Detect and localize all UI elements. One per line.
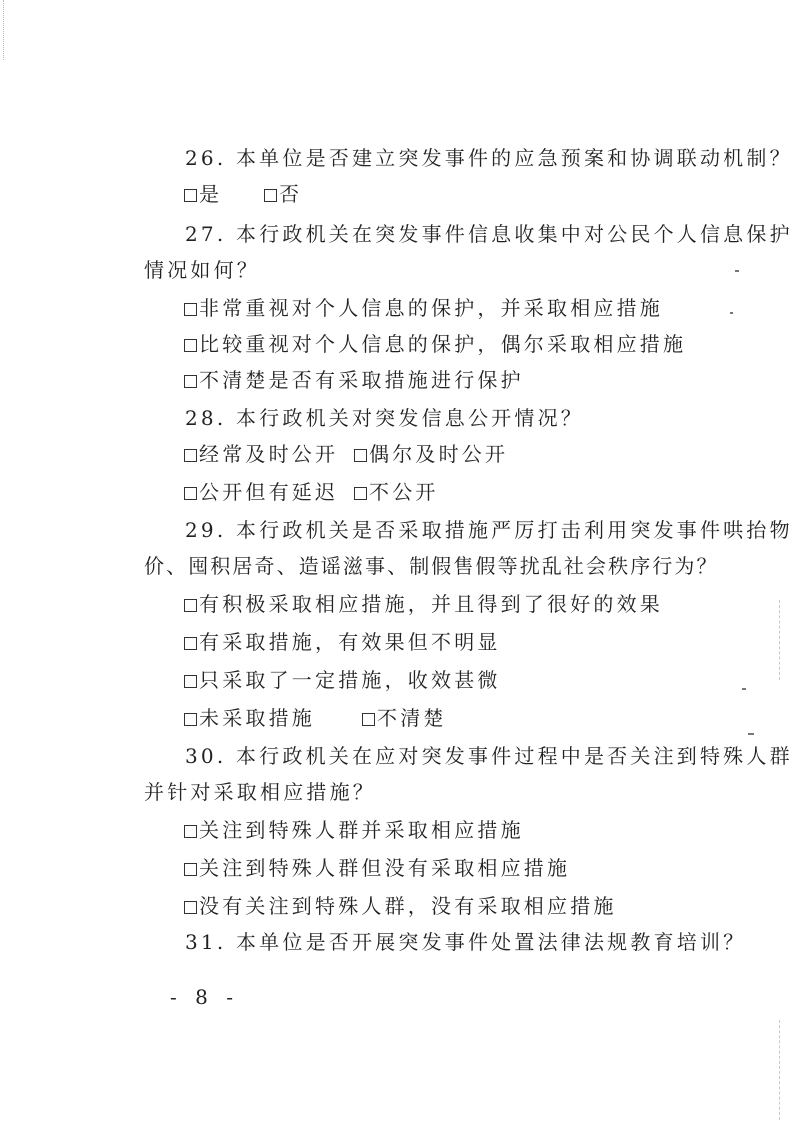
question-number: 26. <box>185 146 227 170</box>
option-delayed[interactable]: 公开但有延迟 <box>184 480 338 504</box>
option-row[interactable]: 非常重视对个人信息的保护，并采取相应措施 <box>184 296 663 320</box>
checkbox[interactable] <box>184 675 197 688</box>
scan-speck <box>742 688 746 690</box>
page-number: - 8 - <box>170 985 239 1009</box>
options-row <box>184 480 439 504</box>
question-number: 30. <box>185 744 227 768</box>
question-number: 28. <box>185 406 227 430</box>
checkbox[interactable] <box>184 863 197 876</box>
checkbox[interactable] <box>184 901 197 914</box>
question-number: 31. <box>185 930 227 954</box>
question-text-continued: 情况如何？ <box>144 258 260 282</box>
question-text-continued: 价、囤积居奇、造谣滋事、制假售假等扰乱社会秩序行为？ <box>144 554 719 578</box>
question-text: 本单位是否开展突发事件处置法律法规教育培训？ <box>235 930 747 954</box>
question-number: 27. <box>185 222 227 246</box>
option-row[interactable]: 关注到特殊人群但没有采取相应措施 <box>184 856 570 880</box>
scan-edge-mark <box>779 1020 781 1120</box>
checkbox[interactable] <box>264 189 277 202</box>
question-29 <box>185 518 793 542</box>
question-text: 本行政机关在突发事件信息收集中对公民个人信息保护 <box>235 222 793 246</box>
checkbox[interactable] <box>184 189 197 202</box>
option-row[interactable]: 比较重视对个人信息的保护，偶尔采取相应措施 <box>184 332 686 356</box>
checkbox[interactable] <box>184 487 197 500</box>
question-26 <box>185 146 793 170</box>
scan-edge-mark <box>779 600 781 680</box>
question-text-continued: 并针对采取相应措施？ <box>144 780 376 804</box>
checkbox[interactable] <box>184 599 197 612</box>
options-row <box>184 706 447 730</box>
scan-edge-mark <box>3 0 6 60</box>
checkbox[interactable] <box>184 375 197 388</box>
options-row <box>184 442 509 466</box>
option-unclear[interactable]: 不清楚 <box>362 706 447 730</box>
question-text: 本行政机关在应对突发事件过程中是否关注到特殊人群 <box>235 744 793 768</box>
scan-speck <box>735 270 739 272</box>
options-row <box>184 182 303 206</box>
option-row[interactable]: 有积极采取相应措施，并且得到了很好的效果 <box>184 592 663 616</box>
checkbox[interactable] <box>184 637 197 650</box>
checkbox[interactable] <box>362 713 375 726</box>
question-27 <box>185 222 793 246</box>
question-30 <box>185 744 793 768</box>
checkbox[interactable] <box>184 449 197 462</box>
option-frequent[interactable]: 经常及时公开 <box>184 442 338 466</box>
option-row[interactable]: 关注到特殊人群并采取相应措施 <box>184 818 524 842</box>
checkbox[interactable] <box>184 713 197 726</box>
option-none[interactable]: 未采取措施 <box>184 706 315 730</box>
question-28 <box>185 406 584 430</box>
question-text: 本行政机关是否采取措施严厉打击利用突发事件哄抬物 <box>235 518 793 542</box>
option-not-public[interactable]: 不公开 <box>354 480 439 504</box>
option-row[interactable]: 有采取措施，有效果但不明显 <box>184 630 501 654</box>
option-row[interactable]: 不清楚是否有采取措施进行保护 <box>184 368 524 392</box>
question-text: 本行政机关对突发信息公开情况？ <box>235 406 584 430</box>
option-occasional[interactable]: 偶尔及时公开 <box>354 442 508 466</box>
option-no[interactable]: 否 <box>264 182 302 206</box>
option-row[interactable]: 只采取了一定措施，收效甚微 <box>184 668 501 692</box>
scan-speck <box>748 733 754 735</box>
scan-speck <box>730 312 733 314</box>
question-31 <box>185 930 746 954</box>
option-yes[interactable]: 是 <box>184 182 222 206</box>
checkbox[interactable] <box>184 339 197 352</box>
option-row[interactable]: 没有关注到特殊人群，没有采取相应措施 <box>184 894 617 918</box>
question-text: 本单位是否建立突发事件的应急预案和协调联动机制？ <box>235 146 793 170</box>
checkbox[interactable] <box>354 449 367 462</box>
question-number: 29. <box>185 518 227 542</box>
checkbox[interactable] <box>354 487 367 500</box>
checkbox[interactable] <box>184 825 197 838</box>
checkbox[interactable] <box>184 303 197 316</box>
